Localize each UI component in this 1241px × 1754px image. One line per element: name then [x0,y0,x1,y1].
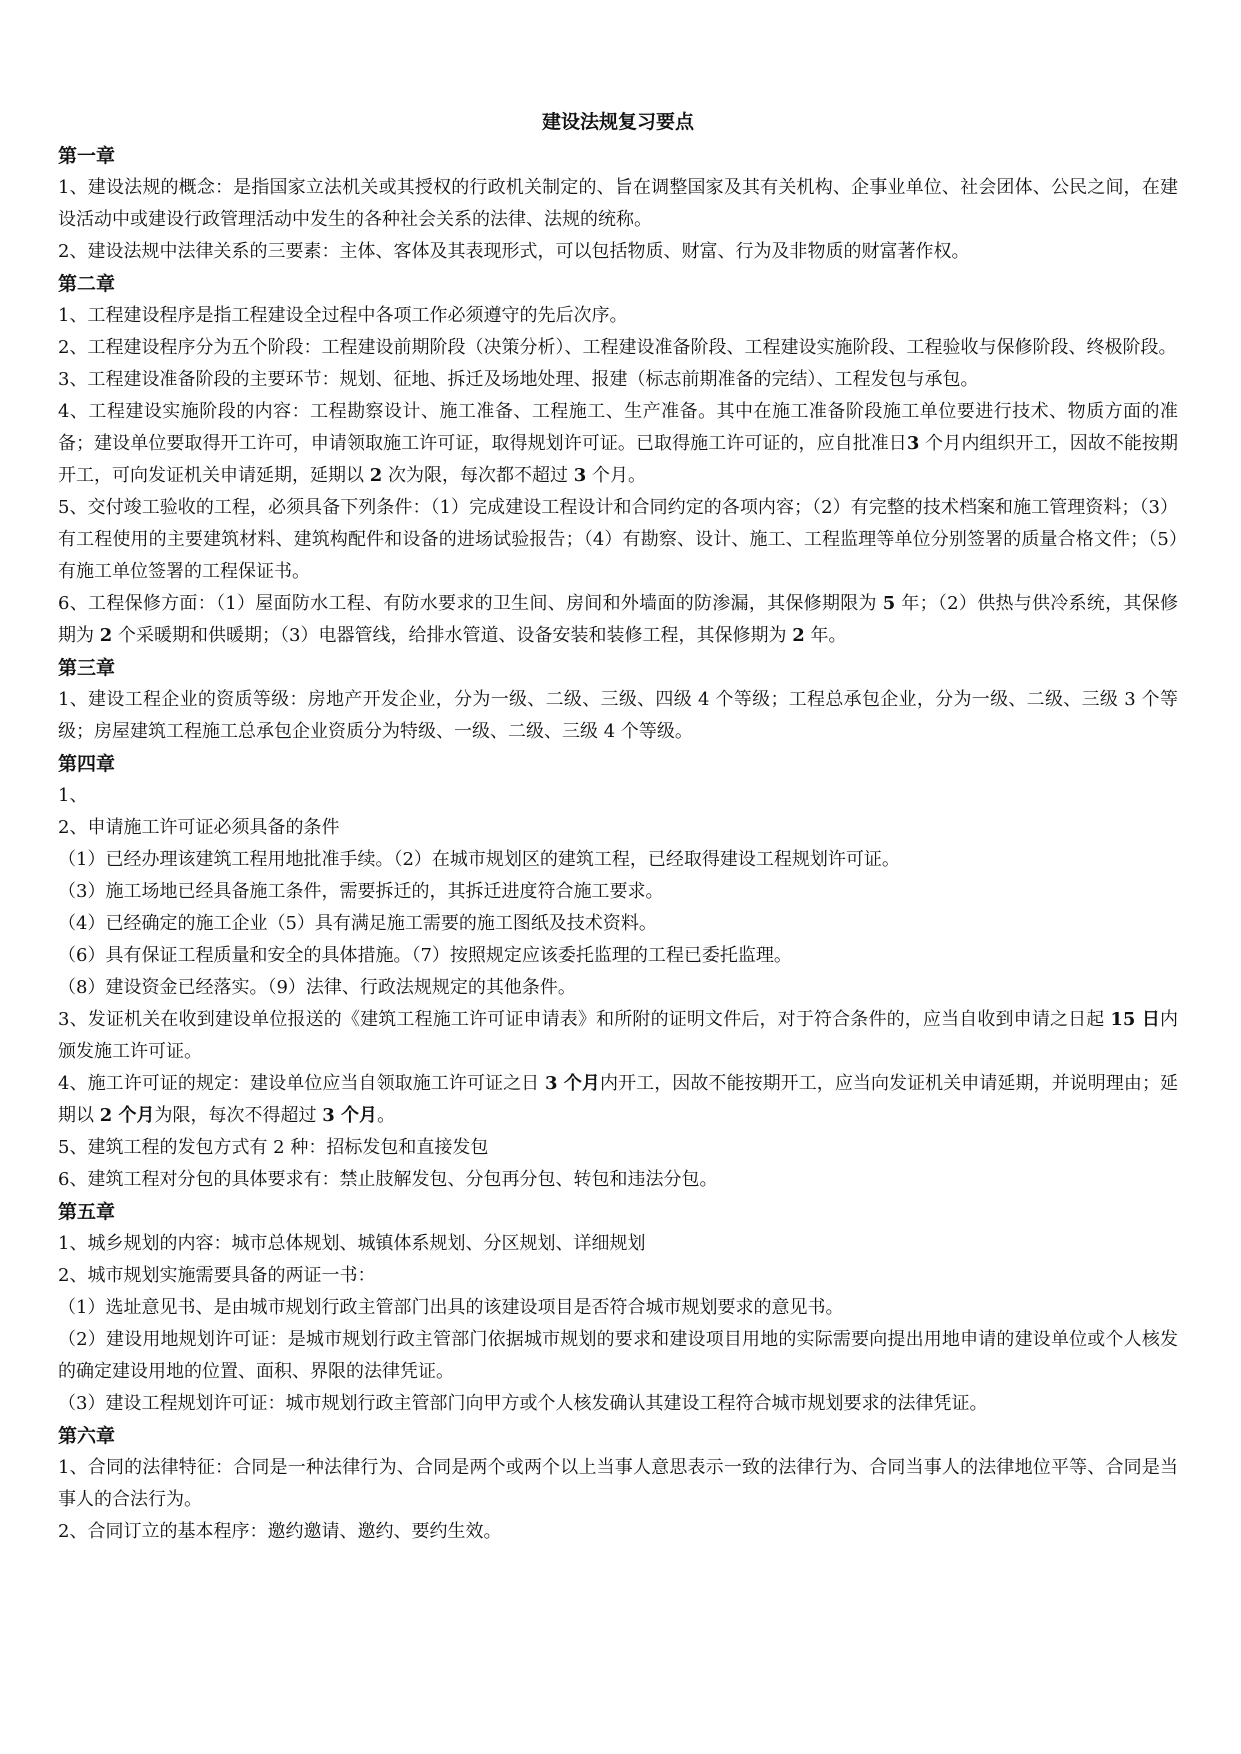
text-run: 次为限，每次都不超过 [388,465,568,486]
chapter-6 [58,1420,1178,1548]
chapter-heading: 第二章 [58,273,116,295]
bold-number: 3 [573,465,587,486]
chapter-heading: 第三章 [58,657,116,679]
bold-number: 15 日 [1110,1009,1160,1030]
paragraph [58,1004,1178,1068]
text-run: 个月内组织开工，因故不能按期开工，可向发证机关申请延期，延期以 [58,433,1178,486]
sub-item: （2）建设用地规划许可证：是城市规划行政主管部门依据城市规划的要求和建设项目用地的实际需要向提出用地申请的建设单位或个人核发的确定建设用地的位置、面积、界限的法律凭证。 [58,1329,1178,1382]
sub-item: （3）建设工程规划许可证：城市规划行政主管部门向甲方或个人核发确认其建设工程符合城市规划要求的法律凭证。 [58,1393,988,1414]
text-run: 内开工，因故不能按期开工，应当向发证机关申请延期，并说明理由；延期以 [58,1073,1179,1126]
paragraph: 1、建设法规的概念：是指国家立法机关或其授权的行政机关制定的、旨在调整国家及其有关机构、企事业单位、社会团体、公民之间，在建设活动中或建设行政管理活动中发生的各种社会关系的法律、法规的统称。 [58,177,1178,230]
text-run: 4、施工许可证的规定：建设单位应当自领取施工许可证之日 [58,1073,540,1094]
chapter-1 [58,140,1178,268]
bold-number: 5 [882,593,896,614]
paragraph: 2、城市规划实施需要具备的两证一书： [58,1265,376,1286]
text-run: 个采暖期和供暖期；（3）电器管线，给排水管道、设备安装和装修工程，其保修期为 [118,625,787,646]
chapter-heading: 第一章 [58,145,116,167]
text-run: 4、工程建设实施阶段的内容：工程勘察设计、施工准备、工程施工、生产准备。其中在施工准备阶段施工单位要进行技术、物质方面的准备；建设单位要取得开工许可，申请领取施工许可证，取得规划许可证。已取得施工许可证的，应自批准日 [58,401,1178,454]
paragraph: 6、建筑工程对分包的具体要求有：禁止肢解发包、分包再分包、转包和违法分包。 [58,1169,718,1190]
chapter-heading: 第六章 [58,1425,116,1447]
paragraph: 2、申请施工许可证必须具备的条件 [58,817,340,838]
sub-item: （1）已经办理该建筑工程用地批准手续。（2）在城市规划区的建筑工程，已经取得建设工程规划许可证。 [58,849,900,870]
text-run: 个月。 [592,465,646,486]
paragraph: 1、工程建设程序是指工程建设全过程中各项工作必须遵守的先后次序。 [58,305,628,326]
chapter-4 [58,748,1178,1196]
sub-item: （4）已经确定的施工企业（5）具有满足施工需要的施工图纸及技术资料。 [58,913,657,934]
bold-number: 2 个月 [99,1105,155,1126]
sub-item: （6）具有保证工程质量和安全的具体措施。（7）按照规定应该委托监理的工程已委托监理。 [58,945,792,966]
sub-item: （1）选址意见书、是由城市规划行政主管部门出具的该建设项目是否符合城市规划要求的意见书。 [58,1297,844,1318]
paragraph: 5、交付竣工验收的工程，必须具备下列条件：（1）完成建设工程设计和合同约定的各项内容；（2）有完整的技术档案和施工管理资料；（3）有工程使用的主要建筑材料、建筑构配件和设备的进场试验报告；（4）有勘察、设计、施工、工程监理等单位分别签署的质量合格文件；（5）有施工单位签署的工程保证书。 [58,497,1178,582]
paragraph: 2、合同订立的基本程序：邀约邀请、邀约、要约生效。 [58,1521,502,1542]
bold-number: 3 个月 [545,1073,600,1094]
chapter-2 [58,268,1178,652]
chapter-3 [58,652,1178,748]
bold-number: 2 [369,465,383,486]
bold-number: 3 [906,433,920,454]
text-run: 6、工程保修方面：（1）屋面防水工程、有防水要求的卫生间、房间和外墙面的防渗漏，其保修期限为 [58,593,877,614]
text-run: 3、发证机关在收到建设单位报送的《建筑工程施工许可证申请表》和所附的证明文件后，对于符合条件的，应当自收到申请之日起 [58,1009,1105,1030]
paragraph: 2、建设法规中法律关系的三要素：主体、客体及其表现形式，可以包括物质、财富、行为及非物质的财富著作权。 [58,241,970,262]
paragraph [58,588,1178,652]
text-run: 为限，每次不得超过 [154,1105,317,1126]
paragraph: 1、建设工程企业的资质等级：房地产开发企业，分为一级、二级、三级、四级 4 个等级；工程总承包企业，分为一级、二级、三级 3 个等级；房屋建筑工程施工总承包企业资质分为特级、一级、二级、三级 4 个等级。 [58,689,1178,742]
paragraph [58,1068,1178,1132]
paragraph: 1、合同的法律特征：合同是一种法律行为、合同是两个或两个以上当事人意思表示一致的法律行为、合同当事人的法律地位平等、合同是当事人的合法行为。 [58,1457,1178,1510]
text-run: 内颁发施工许可证。 [58,1009,1178,1062]
text-run: 。 [377,1105,396,1126]
sub-item: （8）建设资金已经落实。（9）法律、行政法规规定的其他条件。 [58,977,576,998]
text-run: 年；（2）供热与供冷系统，其保修期为 [58,593,1178,646]
bold-number: 2 [99,625,113,646]
paragraph [58,396,1178,492]
bold-number: 3 个月 [322,1105,378,1126]
chapter-heading: 第五章 [58,1201,116,1223]
chapter-heading: 第四章 [58,753,116,775]
chapter-5 [58,1196,1178,1420]
paragraph: 1、 [58,785,88,806]
paragraph: 3、工程建设准备阶段的主要环节：规划、征地、拆迁及场地处理、报建（标志前期准备的完结）、工程发包与承包。 [58,369,979,390]
paragraph: 1、城乡规划的内容：城市总体规划、城镇体系规划、分区规划、详细规划 [58,1233,646,1254]
text-run: 年。 [810,625,847,646]
sub-item: （3）施工场地已经具备施工条件，需要拆迁的，其拆迁进度符合施工要求。 [58,881,664,902]
paragraph: 2、工程建设程序分为五个阶段：工程建设前期阶段（决策分析）、工程建设准备阶段、工程建设实施阶段、工程验收与保修阶段、终极阶段。 [58,337,1177,358]
paragraph: 5、建筑工程的发包方式有 2 种：招标发包和直接发包 [58,1137,489,1158]
document-title: 建设法规复习要点 [541,111,694,133]
bold-number: 2 [792,625,805,646]
